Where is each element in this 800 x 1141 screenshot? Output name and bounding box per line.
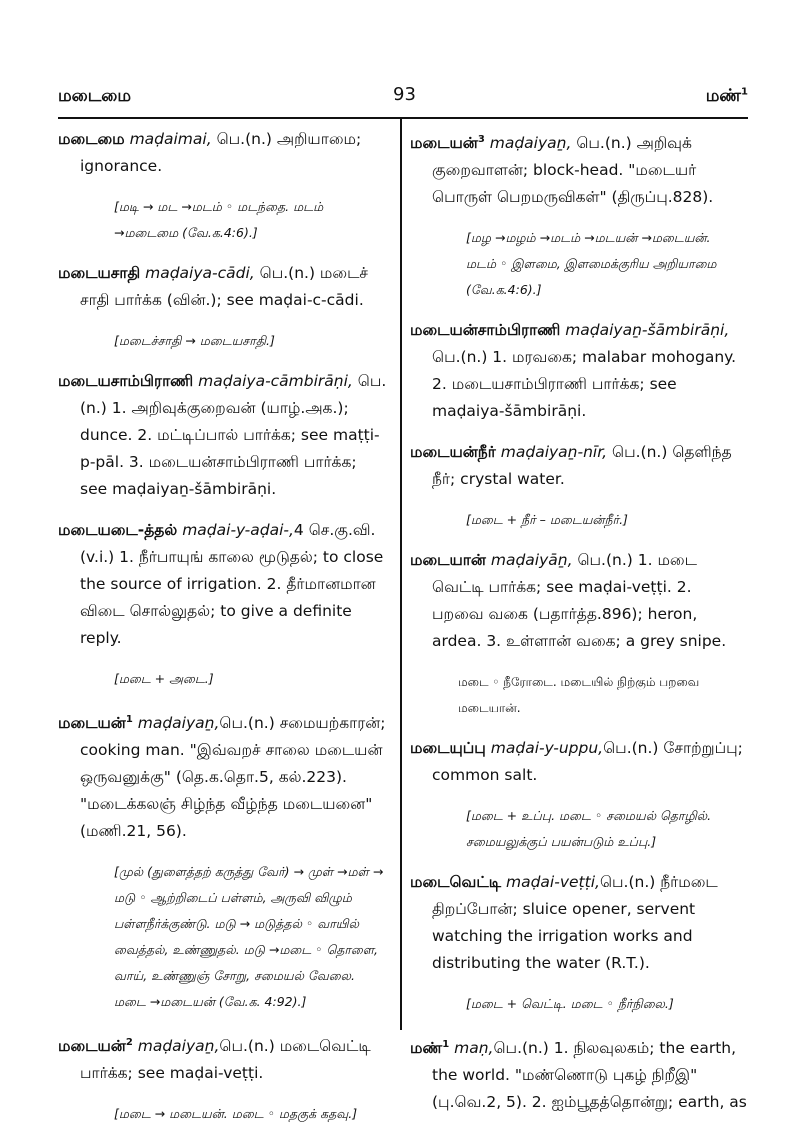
- header-right-word: [706, 86, 748, 108]
- entry-transliteration: maḍaimai,: [129, 130, 212, 148]
- etymology-note: [முல் (துளைத்தற் கருத்து வேர்) → முள் →மள் → மடு ◦ ஆற்றிடைப் பள்ளம், அருவி விழும் பள்ளநீர்க்குண்டு. மடு → மடுத்தல் ◦ வாயில் வைத்தல், உண்ணுதல். மடு →மடை ◦ தொளை, வாய், உண்ணுஞ் சோறு, சமையல் வேலை. மடை →மடையன் (வே.க. 4:92).]: [114, 864, 384, 1010]
- entry-headword: [410, 873, 501, 891]
- entry-transliteration: maḍaiyaṉ-šāmbirāṇi,: [565, 321, 730, 340]
- dictionary-entry: [58, 368, 388, 503]
- headword-text: மடையுப்பு: [410, 739, 486, 758]
- entry-headword: [58, 521, 177, 539]
- header-right-text: மண்: [705, 86, 742, 106]
- entry-transliteration: maḍai-veṭṭi,: [506, 873, 600, 892]
- entry-headword: [58, 130, 125, 148]
- etymology-note: [மடை + நீர் – மடையன்நீர்.]: [466, 512, 628, 528]
- entry-transliteration: maḍai-y-aḍai-,: [182, 521, 294, 539]
- dictionary-entry: [58, 260, 388, 314]
- dictionary-entry: [58, 706, 388, 845]
- entry-definition: 4 செ.கு.வி. (v.i.) 1. நீர்பாயுங் காலை மூடுதல்; to close the source of irrigation. 2. தீர்மானமான விடை சொல்லுதல்; to give a definite reply.: [80, 521, 384, 647]
- entry-transliteration: maḍaiyāṉ,: [490, 551, 573, 570]
- etymology-note: [மழ →மழம் →மடம் →மடயன் →மடையன். மடம் ◦ இளமை, இளமைக்குரிய அறியாமை (வே.க.4:6).]: [466, 230, 717, 298]
- entry-transliteration: maḍaiyaṉ,: [137, 714, 220, 733]
- entry-definition: பெ.(n.) மடைச் சாதி பார்க்க (வின்.); see maḍai-c-cādi.: [80, 264, 368, 309]
- header-left-word: மடைமை: [58, 86, 132, 106]
- headword-text: மடையன்: [410, 134, 478, 153]
- headword-text: மடையன்: [58, 714, 126, 733]
- header-right-sup: 1: [741, 86, 748, 98]
- entry-headword: [58, 372, 193, 390]
- header-rule: [58, 117, 748, 119]
- entry-transliteration: maḍaiyaṉ,: [137, 1037, 220, 1056]
- dictionary-entry: [410, 735, 748, 789]
- dictionary-entry: [58, 126, 388, 180]
- entry-definition: பெ.(n.) சமையற்காரன்; cooking man. "இவ்வறச் சாலை மடையன் ஒருவனுக்கு" (தெ.க.தொ.5, கல்.223). "மடைக்கலஞ் சிழ்ந்த வீழ்ந்த மடையனை" (மணி.21, 56).: [80, 714, 386, 841]
- etymology-note: மடை ◦ நீரோடை. மடையில் நிற்கும் பறவை மடையான்.: [458, 675, 700, 716]
- headword-superscript: 1: [442, 1039, 450, 1051]
- page-header: [58, 84, 748, 114]
- etymology-note: [மடை + அடை.]: [114, 671, 214, 686]
- entry-transliteration: maṇ,: [454, 1039, 494, 1058]
- etymology-note: [மடைச்சாதி → மடையசாதி.]: [114, 333, 275, 348]
- entry-definition: பெ.(n.) 1. மடை வெட்டி பார்க்க; see maḍai-veṭṭi. 2. பறவை வகை (பதார்த்த.896); heron, ardea. 3. உள்ளான் வகை; a grey snipe.: [432, 551, 727, 651]
- headword-text: மடைமை: [58, 130, 125, 148]
- headword-superscript: 2: [125, 1037, 133, 1049]
- headword-text: மடையான்: [410, 551, 486, 570]
- entry-headword: [410, 443, 496, 461]
- headword-text: மடையசாம்பிராணி: [58, 372, 194, 390]
- entry-transliteration: maḍaiyaṉ,: [489, 134, 572, 153]
- headword-text: மடைவெட்டி: [410, 873, 502, 892]
- right-column: [410, 126, 748, 1130]
- dictionary-entry: [410, 1031, 748, 1116]
- entry-definition: பெ.(n.) மடைவெட்டி பார்க்க; see maḍai-veṭṭi.: [80, 1037, 371, 1083]
- headword-text: மடையசாதி: [58, 264, 141, 282]
- dictionary-entry: [410, 317, 748, 425]
- entry-definition: பெ.(n.) அறிவுக் குறைவாளன்; block-head. "மடையர் பொருள் பெறமருவிகள்" (திருப்பு.828).: [432, 134, 714, 207]
- dictionary-entry: [410, 126, 748, 211]
- entry-definition: பெ.(n.) நீர்மடை திறப்போன்; sluice opener, servent watching the irrigation works and distributing the water (R.T.).: [432, 873, 718, 973]
- entry-headword: [410, 321, 560, 339]
- entry-definition: பெ.(n.) சோற்றுப்பு; common salt.: [432, 739, 743, 785]
- headword-text: மடையன்: [58, 1037, 126, 1056]
- entry-transliteration: maḍaiya-cādi,: [145, 264, 255, 282]
- headword-text: மடையடை-த்தல்: [58, 521, 178, 539]
- headword-superscript: 3: [477, 134, 485, 145]
- left-column: [58, 126, 388, 1141]
- headword-superscript: 1: [125, 714, 133, 725]
- entry-definition: பெ.(n.) 1. அறிவுக்குறைவன் (யாழ்.அக.); dunce. 2. மட்டிப்பால் பார்க்க; see maṭṭi-p-pāl. 3. மடையன்சாம்பிராணி பார்க்க; see maḍaiyaṉ-šāmbirāṇi.: [80, 372, 387, 498]
- entry-transliteration: maḍaiyaṉ-nīr,: [500, 443, 608, 462]
- entry-headword: [410, 1039, 449, 1057]
- dictionary-entry: [58, 517, 388, 652]
- column-divider: [400, 118, 402, 1030]
- entry-transliteration: maḍai-y-uppu,: [490, 739, 604, 758]
- page-number: 93: [393, 84, 416, 105]
- dictionary-entry: [58, 1029, 388, 1087]
- entry-headword: [410, 739, 486, 757]
- entry-headword: [58, 264, 140, 282]
- entry-headword: [410, 134, 485, 152]
- dictionary-entry: [410, 869, 748, 977]
- entry-definition: பெ.(n.) 1. நிலவுலகம்; the earth, the world. "மண்ணொடு புகழ் நிறீஇ" (பு.வெ.2, 5). 2. ஐம்பூதத்தொன்று; earth, as: [432, 1039, 747, 1112]
- etymology-note: [மடை + வெட்டி. மடை ◦ நீர்நிலை.]: [466, 996, 674, 1012]
- dictionary-entry: [410, 547, 748, 655]
- etymology-note: [மடை + உப்பு. மடை ◦ சமையல் தொழில். சமையலுக்குப் பயன்படும் உப்பு.]: [466, 808, 712, 850]
- headword-text: மடையன்நீர்: [410, 443, 496, 462]
- etymology-note: [மடை → மடையன். மடை ◦ மதகுக் கதவு.]: [114, 1106, 358, 1122]
- entry-definition: பெ.(n.) 1. மரவகை; malabar mohogany. 2. மடையசாம்பிராணி பார்க்க; see maḍaiya-šāmbirāṇi.: [432, 348, 737, 421]
- entry-headword: [58, 1037, 133, 1055]
- etymology-note: [மடி → மட →மடம் ◦ மடந்தை. மடம் →மடைமை (வே.க.4:6).]: [114, 199, 324, 240]
- entry-definition: பெ.(n.) தெளிந்த நீர்; crystal water.: [432, 443, 732, 489]
- headword-text: மண்: [410, 1039, 443, 1058]
- headword-text: மடையன்சாம்பிராணி: [410, 321, 561, 340]
- entry-headword: [410, 551, 486, 569]
- entry-headword: [58, 714, 133, 732]
- entry-transliteration: maḍaiya-cāmbirāṇi,: [198, 372, 353, 390]
- entry-definition: பெ.(n.) அறியாமை; ignorance.: [80, 130, 362, 175]
- dictionary-entry: [410, 439, 748, 493]
